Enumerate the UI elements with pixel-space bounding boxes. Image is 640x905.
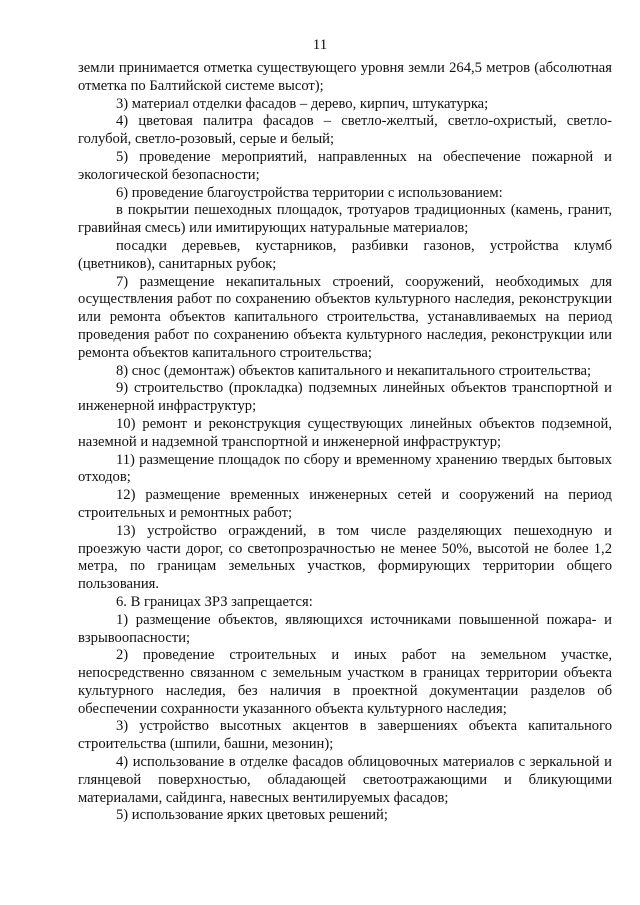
paragraph-item-6-b: посадки деревьев, кустарников, разбивки газонов, устройства клумб (цветников), санитарных рубок; (78, 237, 612, 272)
paragraph-item-11: 11) размещение площадок по сбору и временному хранению твердых бытовых отходов; (78, 451, 612, 486)
paragraph-item-3: 3) материал отделки фасадов – дерево, кирпич, штукатурка; (116, 95, 489, 112)
paragraph-item-7: 7) размещение некапитальных строений, сооружений, необходимых для осуществления работ по сохранению объектов культурного наследия, реконструкции или ремонта объектов капитального строительства, устанавливаемых на период проведения работ по сохранению объекта культурного наследия, реконструкции или ремонта объектов капитального строительства; (78, 273, 612, 361)
paragraph-item-5: 5) проведение мероприятий, направленных на обеспечение пожарной и экологической безопасности; (78, 148, 612, 183)
prohibition-item-5: 5) использование ярких цветовых решений; (116, 807, 388, 824)
paragraph-item-10: 10) ремонт и реконструкция существующих линейных объектов подземной, наземной и надземной транспортной и инженерной инфраструктур; (78, 415, 612, 450)
document-body (78, 60, 612, 825)
prohibition-item-3: 3) устройство высотных акцентов в завершениях объекта капитального строительства (шпили, башни, мезонин); (78, 718, 612, 753)
section-heading-6: 6. В границах ЗРЗ запрещается: (116, 593, 313, 610)
paragraph-item-12: 12) размещение временных инженерных сетей и сооружений на период строительных и ремонтных работ; (78, 487, 612, 521)
paragraph-item-13: 13) устройство ограждений, в том числе разделяющих пешеходную и проезжую части дорог, со светопрозрачностью не менее 50%, высотой не более 1,2 метра, по границам земельных участков, формирующих территории общего пользования. (78, 522, 612, 593)
prohibition-item-2: 2) проведение строительных и иных работ на земельном участке, непосредственно связанном с земельным участком в границах территории объекта культурного наследия, без наличия в проектной документации разделов об обеспечении сохранности указанного объекта культурного наследия; (78, 647, 612, 717)
paragraph-item-9: 9) строительство (прокладка) подземных линейных объектов транспортной и инженерной инфраструктур; (78, 380, 612, 415)
paragraph-item-8: 8) снос (демонтаж) объектов капитального и некапитального строительства; (116, 362, 592, 379)
prohibition-item-1: 1) размещение объектов, являющихся источниками повышенной пожара- и взрывоопасности; (78, 611, 612, 646)
paragraph-item-6-a: в покрытии пешеходных площадок, тротуаров традиционных (камень, гранит, гравийная смесь) или имитирующих натуральные материалов; (78, 202, 612, 237)
prohibition-item-4: 4) использование в отделке фасадов облицовочных материалов с зеркальной и глянцевой поверхностью, обладающей светоотражающими и бликующими материалами, сайдинга, навесных вентилируемых фасадов; (78, 754, 612, 806)
paragraph-item-6: 6) проведение благоустройства территории с использованием: (116, 184, 503, 201)
paragraph-continuation: земли принимается отметка существующего уровня земли 264,5 метров (абсолютная отметка по Балтийской системе высот); (78, 60, 612, 94)
page-number: 11 (312, 37, 328, 53)
paragraph-item-4: 4) цветовая палитра фасадов – светло-желтый, светло-охристый, светло-голубой, светло-розовый, серые и белый; (78, 113, 612, 148)
